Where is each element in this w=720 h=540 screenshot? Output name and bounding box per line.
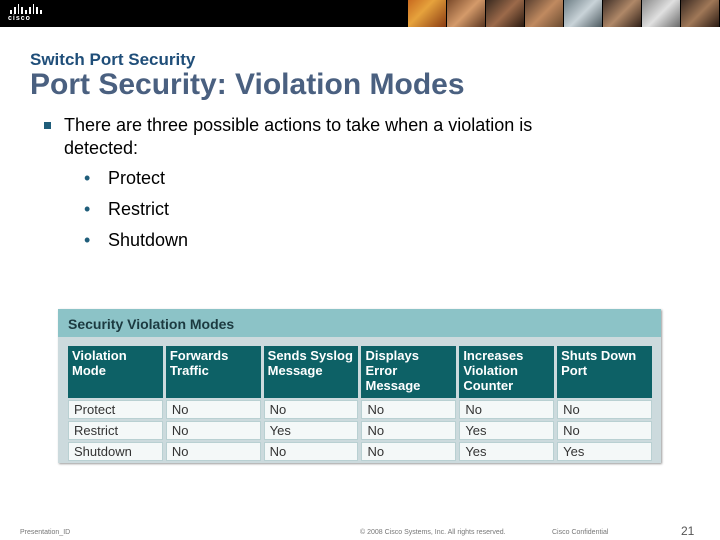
column-header: Increases Violation Counter xyxy=(459,346,554,398)
table-cell: No xyxy=(557,421,652,440)
section-title: Switch Port Security xyxy=(30,50,196,69)
table-cell: Shutdown xyxy=(68,442,163,461)
footer-presentation-id: Presentation_ID xyxy=(20,529,71,536)
banner-photo xyxy=(486,0,525,27)
sub-bullet-restrict xyxy=(84,199,169,220)
column-header: Sends Syslog Message xyxy=(264,346,359,398)
table-row xyxy=(68,421,652,440)
table-cell: No xyxy=(264,400,359,419)
table-header-row xyxy=(68,346,652,398)
violation-modes-table xyxy=(65,344,655,463)
top-banner xyxy=(0,0,720,27)
square-bullet-icon xyxy=(44,122,51,129)
slide-title: Port Security: Violation Modes xyxy=(30,68,465,101)
column-header: Displays Error Message xyxy=(361,346,456,398)
table-cell: No xyxy=(166,400,261,419)
banner-photo xyxy=(564,0,603,27)
dot-bullet-icon: • xyxy=(84,230,91,250)
table-cell: No xyxy=(361,442,456,461)
banner-photo xyxy=(642,0,681,27)
dot-bullet-icon: • xyxy=(84,199,91,219)
table-cell: No xyxy=(264,442,359,461)
main-bullet-text: There are three possible actions to take when a violation is detected: xyxy=(64,115,533,158)
cisco-logo xyxy=(8,4,42,24)
sub-bullet-shutdown xyxy=(84,230,188,251)
banner-photo xyxy=(525,0,564,27)
table-cell: No xyxy=(361,421,456,440)
table-cell: Restrict xyxy=(68,421,163,440)
cisco-logo-icon xyxy=(10,4,42,14)
table-cell: Yes xyxy=(459,421,554,440)
panel-title: Security Violation Modes xyxy=(58,309,661,337)
dot-bullet-icon: • xyxy=(84,168,91,188)
table-row xyxy=(68,442,652,461)
page-number: 21 xyxy=(681,524,695,538)
table-cell: No xyxy=(361,400,456,419)
table-cell: Yes xyxy=(459,442,554,461)
sub-bullet-text: Shutdown xyxy=(108,230,189,250)
sub-bullet-text: Restrict xyxy=(108,199,170,219)
footer-copyright: © 2008 Cisco Systems, Inc. All rights reserved. xyxy=(360,529,506,536)
sub-bullet-protect xyxy=(84,168,165,189)
table-cell: No xyxy=(166,442,261,461)
column-header: Shuts Down Port xyxy=(557,346,652,398)
column-header: Forwards Traffic xyxy=(166,346,261,398)
main-bullet xyxy=(44,114,604,160)
sub-bullet-text: Protect xyxy=(108,168,166,188)
table-cell: Protect xyxy=(68,400,163,419)
footer-confidential: Cisco Confidential xyxy=(552,529,609,536)
table-cell: Yes xyxy=(264,421,359,440)
banner-photo xyxy=(447,0,486,27)
table-cell: No xyxy=(459,400,554,419)
cisco-logo-text: cisco xyxy=(8,15,31,22)
violation-modes-panel xyxy=(58,309,661,463)
table-cell: Yes xyxy=(557,442,652,461)
table-cell: No xyxy=(557,400,652,419)
banner-photo xyxy=(603,0,642,27)
banner-photo xyxy=(681,0,720,27)
column-header: Violation Mode xyxy=(68,346,163,398)
banner-photo xyxy=(408,0,447,27)
table-row xyxy=(68,400,652,419)
table-cell: No xyxy=(166,421,261,440)
banner-photo-strip xyxy=(408,0,720,27)
